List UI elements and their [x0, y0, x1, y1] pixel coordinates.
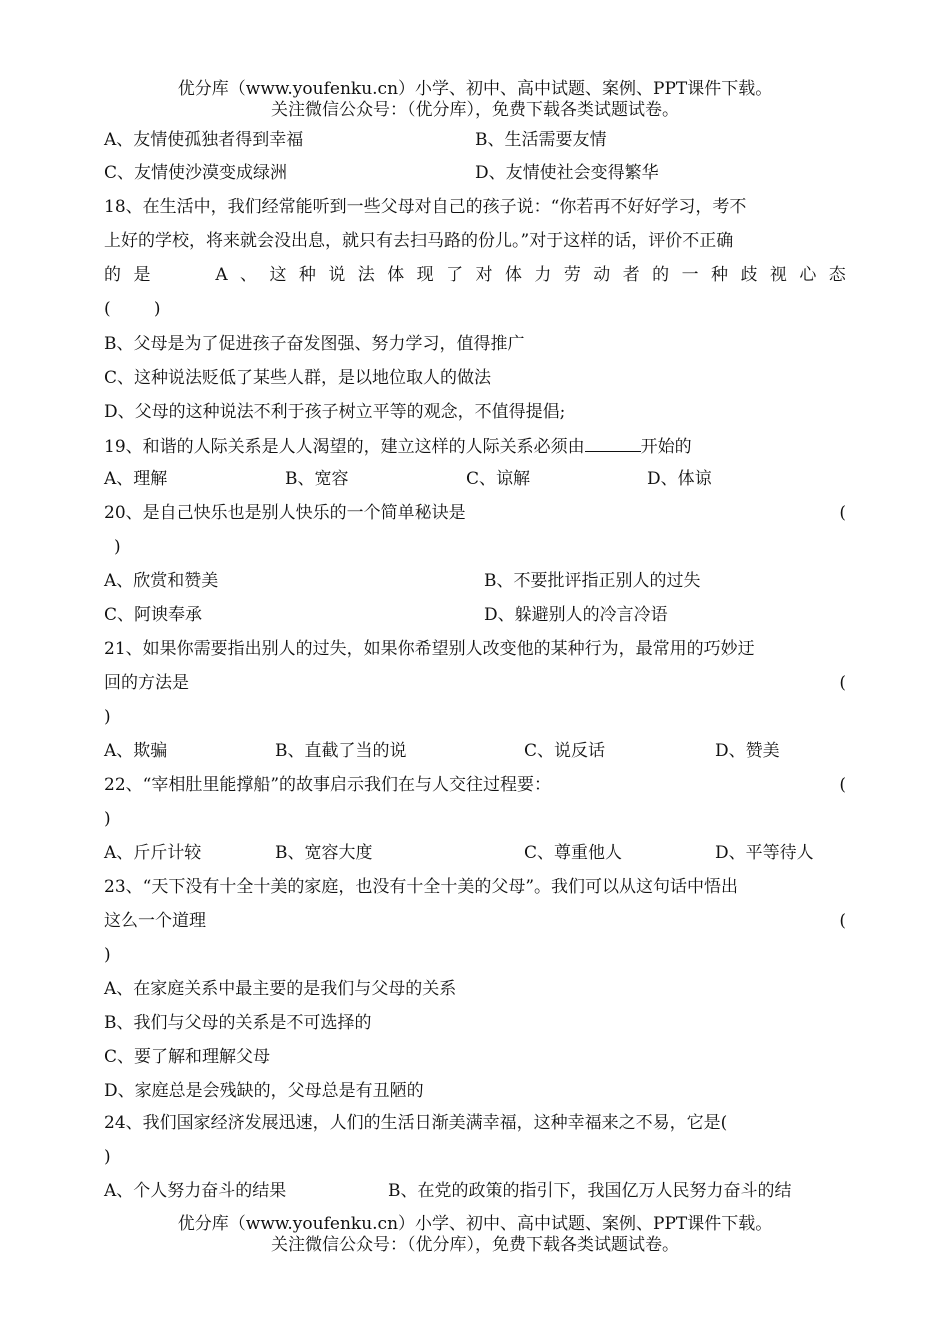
q18-char: 种	[298, 265, 316, 285]
q20-option-b: B、不要批评指正别人的过失	[484, 571, 701, 591]
q22-option-b: B、宽容大度	[275, 843, 373, 863]
q19-option-d: D、体谅	[647, 469, 712, 489]
q18-char: 种	[711, 265, 729, 285]
q18-char: 体	[504, 265, 522, 285]
q22-option-d: D、平等待人	[715, 843, 814, 863]
q18-answer-paren: ( )	[104, 299, 161, 319]
q20-option-d: D、躲避别人的冷言冷语	[484, 605, 668, 625]
q20-option-c: C、阿谀奉承	[104, 605, 203, 625]
q18-char: 了	[446, 265, 464, 285]
q22-option-c: C、尊重他人	[524, 843, 623, 863]
q18-char: 歧	[740, 265, 758, 285]
q17-option-a: A、友情使孤独者得到幸福	[104, 130, 304, 150]
q18-char: 者	[622, 265, 640, 285]
q18-char: 法	[357, 265, 375, 285]
q17-option-d: D、友情使社会变得繁华	[475, 163, 659, 183]
q24-option-b: B、在党的政策的指引下，我国亿万人民努力奋斗的结	[388, 1181, 792, 1201]
q18-char: 的	[104, 265, 121, 285]
q20-option-a: A、欣赏和赞美	[104, 571, 219, 591]
q17-option-c: C、友情使沙漠变成绿洲	[104, 163, 288, 183]
page-footer-line-1: 优分库（www.youfenku.cn）小学、初中、高中试题、案例、PPT课件下载。	[177, 1214, 773, 1234]
q19-stem-before: 19、和谐的人际关系是人人渴望的，建立这样的人际关系必须由	[104, 437, 585, 457]
q18-char: 的	[652, 265, 670, 285]
q20-paren-open: (	[839, 503, 846, 523]
q18-char: 劳	[563, 265, 581, 285]
q19-stem	[104, 435, 692, 458]
q20-paren-close: )	[114, 537, 121, 557]
q18-char: 是	[133, 265, 151, 285]
q23-option-c: C、要了解和理解父母	[104, 1047, 271, 1067]
q18-char: 视	[769, 265, 787, 285]
page-header-line-1: 优分库（www.youfenku.cn）小学、初中、高中试题、案例、PPT课件下载。	[177, 79, 773, 99]
q23-option-d: D、家庭总是会残缺的，父母总是有丑陋的	[104, 1081, 424, 1101]
q24-paren-close: )	[104, 1147, 111, 1167]
q18-stem-line-1: 18、在生活中，我们经常能听到一些父母对自己的孩子说：“你若再不好好学习，考不	[104, 197, 747, 217]
page-footer-line-2: 关注微信公众号：（优分库），免费下载各类试题试卷。	[271, 1235, 679, 1255]
q20-stem: 20、是自己快乐也是别人快乐的一个简单秘诀是	[104, 503, 466, 523]
q18-option-c: C、这种说法贬低了某些人群，是以地位取人的做法	[104, 368, 492, 388]
q18-char: 力	[534, 265, 552, 285]
q18-char: 对	[475, 265, 493, 285]
q18-char: 动	[593, 265, 611, 285]
q18-char: 态	[828, 265, 846, 285]
q18-gap	[163, 264, 203, 286]
q21-stem-line-1: 21、如果你需要指出别人的过失，如果你希望别人改变他的某种行为，最常用的巧妙迂	[104, 639, 755, 659]
q22-paren-close: )	[104, 809, 111, 829]
q21-paren-open: (	[839, 673, 846, 693]
q21-stem-line-2: 回的方法是	[104, 673, 189, 693]
q24-stem-line-1: 24、我们国家经济发展迅速，人们的生活日渐美满幸福，这种幸福来之不易，它是(	[104, 1113, 728, 1133]
q19-option-a: A、理解	[104, 469, 168, 489]
q18-stem-line-2: 上好的学校，将来就会没出息，就只有去扫马路的份儿。”对于这样的话，评价不正确	[104, 231, 734, 251]
q22-paren-open: (	[839, 775, 846, 795]
q21-option-d: D、赞美	[715, 741, 780, 761]
q21-paren-close: )	[104, 707, 111, 727]
q18-option-d: D、父母的这种说法不利于孩子树立平等的观念，不值得提倡;	[104, 402, 566, 422]
q18-char: A	[215, 265, 228, 285]
q18-char: 一	[681, 265, 699, 285]
q23-paren-close: )	[104, 945, 111, 965]
q22-stem: 22、“宰相肚里能撑船”的故事启示我们在与人交往过程要：	[104, 775, 552, 795]
q18-stem-line-3	[104, 264, 846, 286]
q18-char: 说	[328, 265, 346, 285]
q19-option-b: B、宽容	[285, 469, 349, 489]
q18-option-b: B、父母是为了促进孩子奋发图强、努力学习，值得推广	[104, 334, 525, 354]
q18-char: 现	[416, 265, 434, 285]
q18-char: 这	[269, 265, 287, 285]
q23-option-b: B、我们与父母的关系是不可选择的	[104, 1013, 372, 1033]
page-header-line-2: 关注微信公众号：（优分库），免费下载各类试题试卷。	[271, 100, 679, 120]
q18-char: 心	[799, 265, 817, 285]
q24-option-a: A、个人努力奋斗的结果	[104, 1181, 287, 1201]
q22-option-a: A、斤斤计较	[104, 843, 202, 863]
q19-blank	[585, 435, 641, 452]
q18-char: 体	[387, 265, 405, 285]
q17-option-b: B、生活需要友情	[475, 130, 607, 150]
q23-option-a: A、在家庭关系中最主要的是我们与父母的关系	[104, 979, 457, 999]
q23-paren-open: (	[839, 911, 846, 931]
q19-option-c: C、谅解	[466, 469, 531, 489]
q21-option-b: B、直截了当的说	[275, 741, 407, 761]
q23-stem-line-2: 这么一个道理	[104, 911, 206, 931]
q21-option-a: A、欺骗	[104, 741, 168, 761]
q19-stem-after: 开始的	[640, 437, 692, 457]
q21-option-c: C、说反话	[524, 741, 606, 761]
q18-char: 、	[240, 265, 258, 285]
q23-stem-line-1: 23、“天下没有十全十美的家庭，也没有十全十美的父母”。我们可以从这句话中悟出	[104, 877, 739, 897]
